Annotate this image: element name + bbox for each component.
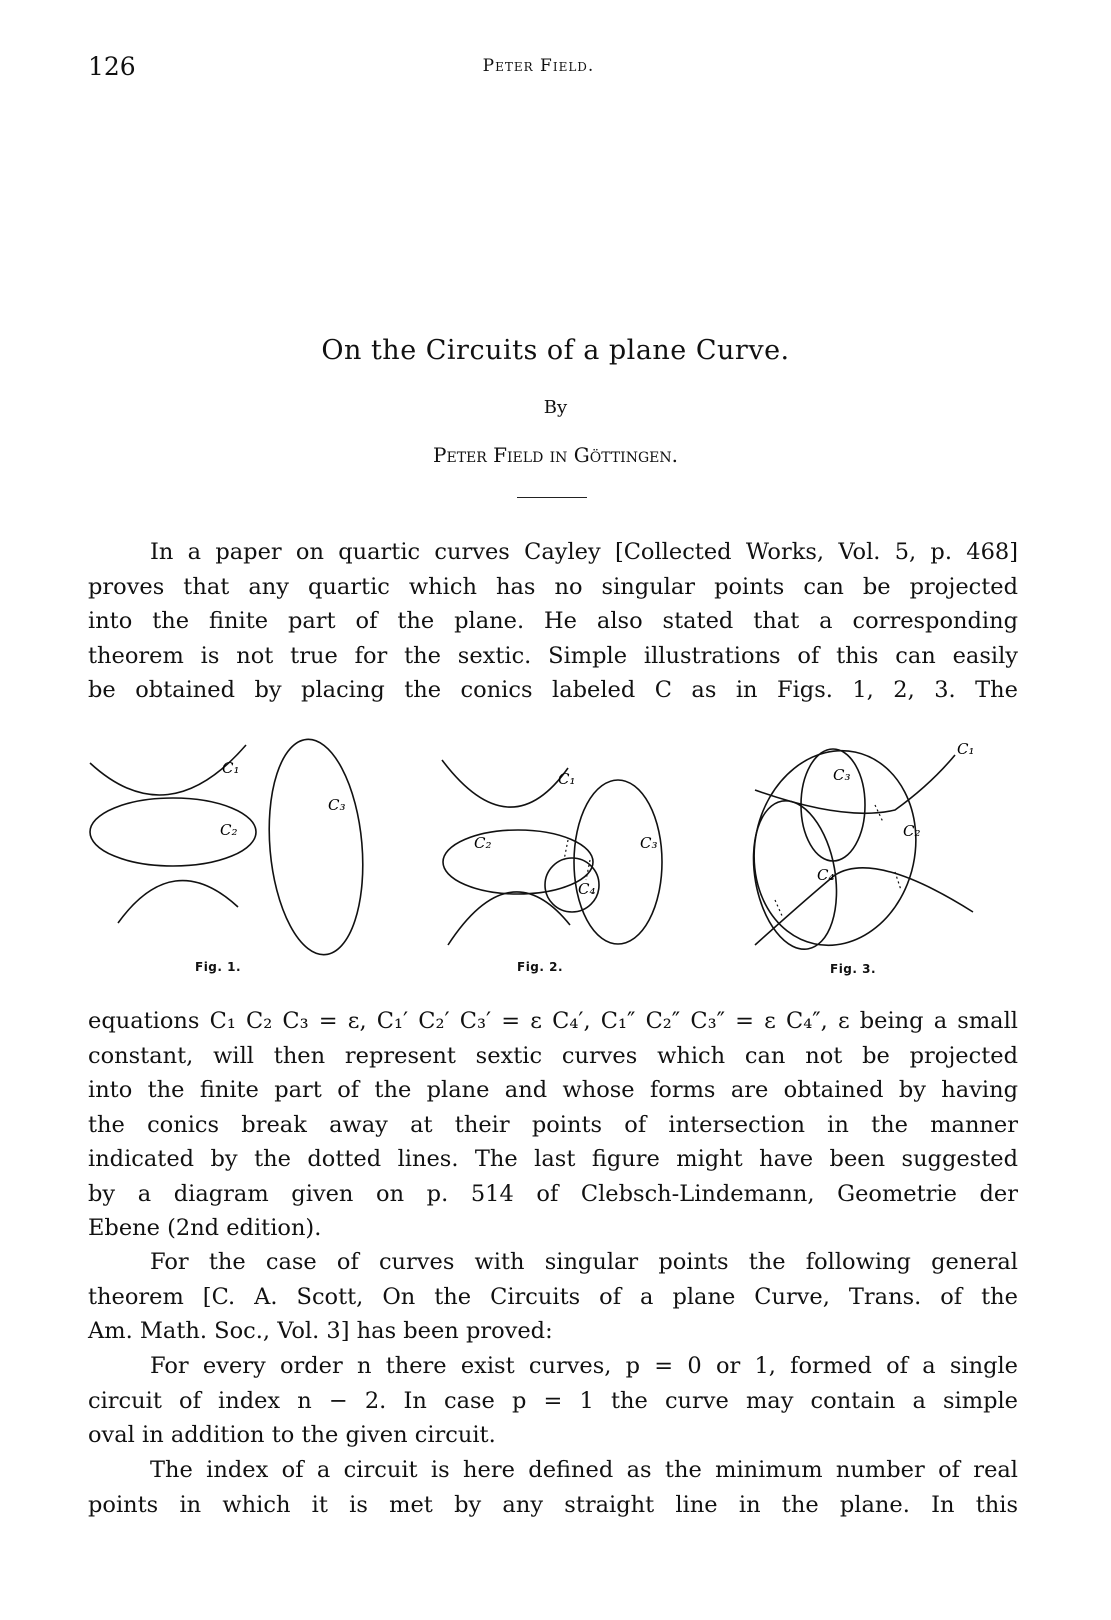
figure-1-drawing [88,735,388,955]
text-line: The index of a circuit is here defined as the minimum number of real [150,1457,1018,1483]
fig1-label-c2: C₂ [220,821,238,839]
paragraph-3 [88,1245,1018,1349]
fig1-caption: Fig. 1. [195,960,242,974]
author-line: Peter Field in Göttingen. [433,443,678,467]
figure-3-drawing [735,740,985,960]
page-number: 126 [88,52,136,81]
fig1-ellipse-c3 [261,735,371,958]
fig2-dotted-break [564,840,590,880]
paragraph-1 [88,535,1018,708]
text-line: Am. Math. Soc., Vol. 3] has been proved: [88,1318,553,1344]
text-line: In a paper on quartic curves Cayley [Collected Works, Vol. 5, p. 468] [150,539,1018,565]
figure-2 [440,740,680,964]
figure-2-drawing [440,740,680,960]
text-line: For the case of curves with singular points the following general [150,1249,1018,1275]
text-line: theorem [C. A. Scott, On the Circuits of a plane Curve, Trans. of the [88,1283,1018,1310]
text-line: circuit of index n − 2. In case p = 1 the curve may contain a simple [88,1387,1018,1414]
figure-3 [735,740,985,964]
text-line: into the finite part of the plane. He also stated that a corresponding [88,608,1018,634]
fig3-dotted-breaks [775,805,901,918]
page-header [88,52,989,86]
title-rule [517,497,587,498]
fig3-curve-lower [755,868,973,945]
paragraph-4 [88,1349,1018,1453]
fig3-caption: Fig. 3. [830,962,877,976]
fig1-hyperbola-lower [118,881,238,923]
text-line: Ebene (2nd edition). [88,1215,322,1241]
paragraph-2 [88,1004,1018,1246]
text-line: theorem is not true for the sextic. Simple illustrations of this can easily [88,642,1018,669]
fig2-label-c4: C₄ [578,880,596,898]
fig2-hyperbola-upper [442,760,568,807]
fig2-hyperbola-lower [448,892,570,945]
fig1-label-c1: C₁ [222,759,240,777]
figure-1 [88,735,388,959]
paragraph-5 [88,1453,1018,1522]
fig1-label-c3: C₃ [328,796,346,814]
text-line: indicated by the dotted lines. The last figure might have been suggested [88,1146,1018,1172]
text-line: the conics break away at their points of intersection in the manner [88,1111,1018,1138]
byline-by: By [543,397,568,418]
fig3-label-c3: C₃ [833,766,851,784]
text-line: by a diagram given on p. 514 of Clebsch-Lindemann, Geometrie der [88,1180,1018,1207]
fig3-label-c1: C₁ [957,740,975,758]
text-line: oval in addition to the given circuit. [88,1422,496,1448]
fig2-ellipse-c2 [443,830,593,894]
fig3-label-c4: C₄ [817,866,835,884]
fig2-label-c2: C₂ [474,834,492,852]
text-line: For every order n there exist curves, p = 0 or 1, formed of a single [150,1353,1018,1379]
fig2-label-c3: C₃ [640,834,658,852]
running-head: Peter Field. [482,56,595,76]
fig2-caption: Fig. 2. [517,960,564,974]
text-line: proves that any quartic which has no singular points can be projected [88,573,1018,600]
fig3-label-c2: C₂ [903,822,921,840]
article-title: On the Circuits of a plane Curve. [321,335,790,366]
text-line: into the finite part of the plane and whose forms are obtained by having [88,1077,1018,1103]
text-line: constant, will then represent sextic curves which can not be projected [88,1042,1018,1069]
fig2-label-c1: C₁ [558,770,576,788]
text-line: equations C₁ C₂ C₃ = ε, C₁′ C₂′ C₃′ = ε C₄′, C₁″ C₂″ C₃″ = ε C₄″, ε being a small [88,1008,1018,1034]
text-line: points in which it is met by any straight line in the plane. In this [88,1491,1018,1518]
text-line: be obtained by placing the conics labeled C as in Figs. 1, 2, 3. The [88,677,1018,703]
